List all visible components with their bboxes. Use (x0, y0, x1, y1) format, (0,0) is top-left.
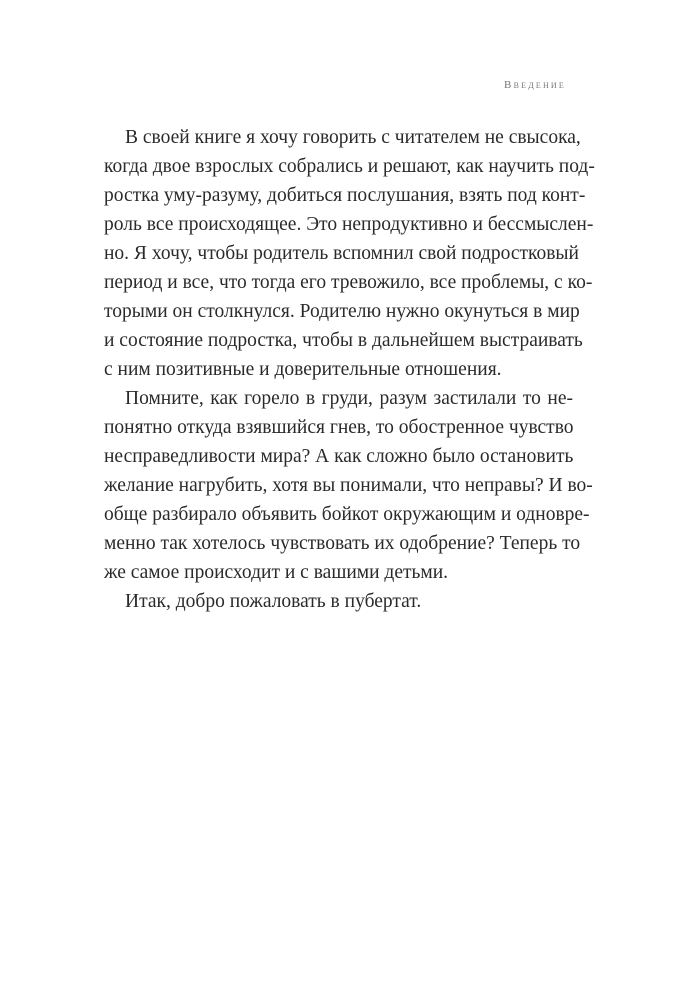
text-line: торыми он столкнулся. Родителю нужно окунуться в мир (104, 301, 580, 322)
body-text (104, 123, 595, 616)
text-line: период и все, что тогда его тревожило, все проблемы, с ко- (104, 272, 593, 293)
text-line: В своей книге я хочу говорить с читателем не свысока, (125, 127, 581, 148)
text-line: с ним позитивные и доверительные отношения. (104, 359, 502, 380)
text-line: обще разбирало объявить бойкот окружающим и одновре- (104, 504, 590, 525)
text-line: Итак, добро пожаловать в пубертат. (125, 591, 422, 612)
text-line: менно так хотелось чувствовать их одобрение? Теперь то (104, 533, 581, 554)
text-line: же самое происходит и с вашими детьми. (104, 562, 449, 583)
text-line: ростка уму-разуму, добиться послушания, взять под конт- (104, 185, 586, 206)
text-line: роль все происходящее. Это непродуктивно и бессмыслен- (104, 214, 594, 235)
text-line: несправедливости мира? А как сложно было остановить (104, 446, 574, 467)
text-line: но. Я хочу, чтобы родитель вспомнил свой подростковый (104, 243, 579, 264)
text-line: Помните, как горело в груди, разум застилали то не- (125, 388, 573, 409)
text-line: желание нагрубить, хотя вы понимали, что неправы? И во- (104, 475, 593, 496)
text-line: и состояние подростка, чтобы в дальнейшем выстраивать (104, 330, 583, 351)
text-line: понятно откуда взявшийся гнев, то обостренное чувство (104, 417, 574, 438)
text-line: когда двое взрослых собрались и решают, как научить под- (104, 156, 595, 177)
running-header: Введение (504, 79, 566, 91)
